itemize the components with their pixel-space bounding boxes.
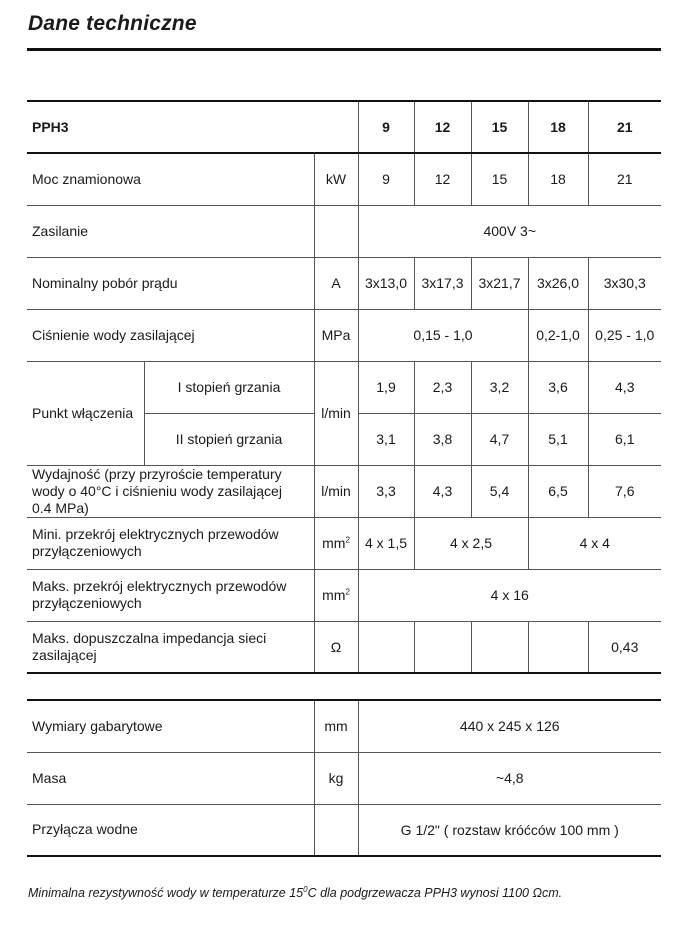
- unit-cell: [314, 569, 358, 621]
- page-title: Dane techniczne: [28, 12, 197, 35]
- unit-cell: [314, 804, 358, 856]
- value-cell: 0,25 - 1,0: [588, 309, 661, 361]
- value-cell: G 1/2" ( rozstaw króćców 100 mm ): [358, 804, 661, 856]
- row-label: Przyłącza wodne: [27, 804, 314, 856]
- row-label: Wymiary gabarytowe: [27, 700, 314, 752]
- row-label: [27, 621, 314, 673]
- model-label: PPH3: [27, 101, 358, 153]
- value-cell: 3x13,0: [358, 257, 414, 309]
- value-cell: 4 x 16: [358, 569, 661, 621]
- value-cell: 5,1: [528, 413, 588, 465]
- label-line: zasilającej: [32, 646, 97, 663]
- value-cell: 3,8: [414, 413, 471, 465]
- sub-row-label: I stopień grzania: [144, 361, 314, 413]
- value-cell: 2,3: [414, 361, 471, 413]
- value-cell: 0,2-1,0: [528, 309, 588, 361]
- value-cell: 3,6: [528, 361, 588, 413]
- footnote-superscript: 0: [303, 884, 308, 894]
- unit-cell: kW: [314, 153, 358, 205]
- value-cell: 5,4: [471, 465, 528, 517]
- unit-cell: Ω: [314, 621, 358, 673]
- table-header-row: [27, 101, 661, 153]
- value-cell: 3,3: [358, 465, 414, 517]
- unit-cell: l/min: [314, 465, 358, 517]
- value-cell: [528, 621, 588, 673]
- value-cell: 3x21,7: [471, 257, 528, 309]
- value-cell: 3,1: [358, 413, 414, 465]
- value-cell: 4 x 2,5: [414, 517, 528, 569]
- unit-cell: MPa: [314, 309, 358, 361]
- value-cell: 9: [358, 153, 414, 205]
- row-label: Zasilanie: [27, 205, 314, 257]
- table-row: [27, 205, 661, 257]
- table-row: [27, 465, 661, 517]
- table-row: [27, 309, 661, 361]
- variant-header: 9: [358, 101, 414, 153]
- value-cell: 1,9: [358, 361, 414, 413]
- value-cell: [414, 621, 471, 673]
- table-row: [27, 700, 661, 752]
- value-cell: 12: [414, 153, 471, 205]
- label-line: przyłączeniowych: [32, 543, 142, 559]
- table-row: [27, 752, 661, 804]
- label-line: Maks. dopuszczalna impedancja sieci: [32, 629, 267, 646]
- value-cell: [358, 621, 414, 673]
- row-label: [27, 569, 314, 621]
- footnote: [28, 886, 562, 900]
- table-row: [27, 804, 661, 856]
- unit-superscript: 2: [345, 535, 350, 545]
- unit-superscript: 2: [345, 587, 350, 597]
- table-row: [27, 621, 661, 673]
- value-cell: 21: [588, 153, 661, 205]
- value-cell: 3,2: [471, 361, 528, 413]
- value-cell: 3x30,3: [588, 257, 661, 309]
- row-label: Ciśnienie wody zasilającej: [27, 309, 314, 361]
- title-divider: [27, 48, 661, 51]
- row-label: Masa: [27, 752, 314, 804]
- value-cell: 7,6: [588, 465, 661, 517]
- table-row: [27, 361, 661, 413]
- unit-cell: l/min: [314, 361, 358, 465]
- table-row: [27, 569, 661, 621]
- value-cell: 6,1: [588, 413, 661, 465]
- value-cell: 18: [528, 153, 588, 205]
- sub-row-label: II stopień grzania: [144, 413, 314, 465]
- unit-cell: [314, 517, 358, 569]
- footnote-text: Minimalna rezystywność wody w temperaturze 15: [28, 886, 304, 900]
- value-cell: 4 x 1,5: [358, 517, 414, 569]
- value-cell: 440 x 245 x 126: [358, 700, 661, 752]
- label-line: wody o 40°C i ciśnieniu wody zasilającej: [32, 482, 282, 499]
- label-line: Wydajność (przy przyroście temperatury: [32, 465, 282, 482]
- variant-header: 15: [471, 101, 528, 153]
- unit-cell: mm: [314, 700, 358, 752]
- variant-header: 18: [528, 101, 588, 153]
- value-cell: ~4,8: [358, 752, 661, 804]
- row-label: Moc znamionowa: [27, 153, 314, 205]
- value-cell: 3x17,3: [414, 257, 471, 309]
- row-label: Punkt włączenia: [27, 361, 144, 465]
- value-cell: 4,3: [414, 465, 471, 517]
- label-line: przyłączeniowych: [32, 595, 142, 611]
- footnote-text: C dla podgrzewacza PPH3 wynosi 1100 Ωcm.: [307, 886, 563, 900]
- variant-header: 12: [414, 101, 471, 153]
- variant-header: 21: [588, 101, 661, 153]
- value-cell: 3x26,0: [528, 257, 588, 309]
- unit-base: mm: [322, 535, 346, 551]
- table-row: [27, 153, 661, 205]
- unit-cell: [314, 205, 358, 257]
- value-cell: 4,7: [471, 413, 528, 465]
- unit-cell: kg: [314, 752, 358, 804]
- row-label: [27, 517, 314, 569]
- value-cell: 4 x 4: [528, 517, 661, 569]
- value-cell: 6,5: [528, 465, 588, 517]
- row-label: Nominalny pobór prądu: [27, 257, 314, 309]
- table-row: [27, 517, 661, 569]
- label-line: 0.4 MPa): [32, 499, 89, 516]
- value-cell: [471, 621, 528, 673]
- value-cell: 0,43: [588, 621, 661, 673]
- unit-base: mm: [322, 587, 346, 603]
- row-label: [27, 465, 314, 517]
- table-row: [27, 257, 661, 309]
- label-line: Mini. przekrój elektrycznych przewodów: [32, 526, 279, 542]
- value-cell: 0,15 - 1,0: [358, 309, 528, 361]
- dimensions-table: [27, 699, 661, 857]
- spec-table: [27, 100, 661, 674]
- value-cell: 15: [471, 153, 528, 205]
- value-cell: 400V 3~: [358, 205, 661, 257]
- label-line: Maks. przekrój elektrycznych przewodów: [32, 578, 287, 594]
- unit-cell: A: [314, 257, 358, 309]
- value-cell: 4,3: [588, 361, 661, 413]
